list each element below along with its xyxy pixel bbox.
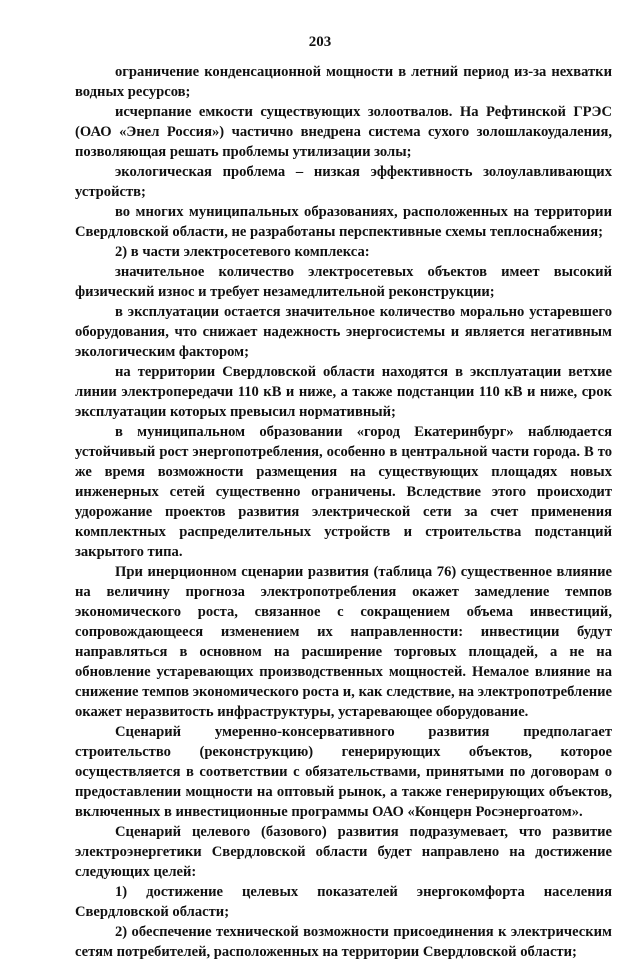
paragraph-grid-complex-heading: 2) в части электросетевого комплекса: [115, 244, 370, 260]
paragraph-old-power-lines: на территории Свердловской области находятся в эксплуатации ветхие линии электропередачи 110 кВ и ниже, а также подстанции 110 кВ и ниже, срок эксплуатации которых превысил нормативный; [75, 364, 612, 420]
paragraph-ecological-problem: экологическая проблема – низкая эффективность золоулавливающих устройств; [75, 164, 612, 200]
paragraph-outdated-equipment: в эксплуатации остается значительное количество морально устаревшего оборудования, что снижает надежность энергосистемы и является негативным экологическим фактором; [75, 304, 612, 360]
paragraph-ekaterinburg-growth: в муниципальном образовании «город Екатеринбург» наблюдается устойчивый рост энергопотребления, особенно в центральной части города. В то же время возможности размещения на существующих площадях новых инженерных сетей существенно ограничены. Вследствие этого происходит удорожание проектов развития электрической сети за счет применения комплектных распределительных устройств и строительства подстанций закрытого типа. [75, 424, 612, 560]
paragraph-inertial-scenario: При инерционном сценарии развития (таблица 76) существенное влияние на величину прогноза электропотребления окажет замедление темпов экономического роста, связанное с сокращением объема инвестиций, сопровождающееся изменением их направленности: инвестиции будут направляться в основном на расширение торговых площадей, а не на обновление устаревающих производственных мощностей. Немалое влияние на снижение темпов экономического роста и, как следствие, на электропотребление окажет неразвитость инфраструктуры, устаревающее оборудование. [75, 564, 612, 720]
paragraph-grid-wear: значительное количество электросетевых объектов имеет высокий физический износ и требует незамедлительной реконструкции; [75, 264, 612, 300]
paragraph-ash-dumps: исчерпание емкости существующих золоотвалов. На Рефтинской ГРЭС (ОАО «Энел Россия») частично внедрена система сухого золошлакоудаления, позволяющая решать проблемы утилизации золы; [75, 104, 612, 160]
paragraph-target-scenario: Сценарий целевого (базового) развития подразумевает, что развитие электроэнергетики Свердловской области будет направлено на достижение следующих целей: [75, 824, 612, 880]
paragraph-condensation-capacity: ограничение конденсационной мощности в летний период из-за нехватки водных ресурсов; [75, 64, 612, 100]
paragraph-moderate-scenario: Сценарий умеренно-консервативного развития предполагает строительство (реконструкцию) генерирующих объектов, которое осуществляется в соответствии с обязательствами, принятыми по договорам о предоставлении мощности на оптовый рынок, а также генерирующих объектов, включенных в инвестиционные программы ОАО «Концерн Росэнергоатом». [75, 724, 612, 820]
page-body [75, 62, 612, 962]
paragraph-goal-2: 2) обеспечение технической возможности присоединения к электрическим сетям потребителей, расположенных на территории Свердловской области; [75, 924, 612, 960]
page-number: 203 [308, 34, 332, 50]
paragraph-heat-supply-schemes: во многих муниципальных образованиях, расположенных на территории Свердловской области, не разработаны перспективные схемы теплоснабжения; [75, 204, 612, 240]
paragraph-goal-1: 1) достижение целевых показателей энергокомфорта населения Свердловской области; [75, 884, 612, 920]
